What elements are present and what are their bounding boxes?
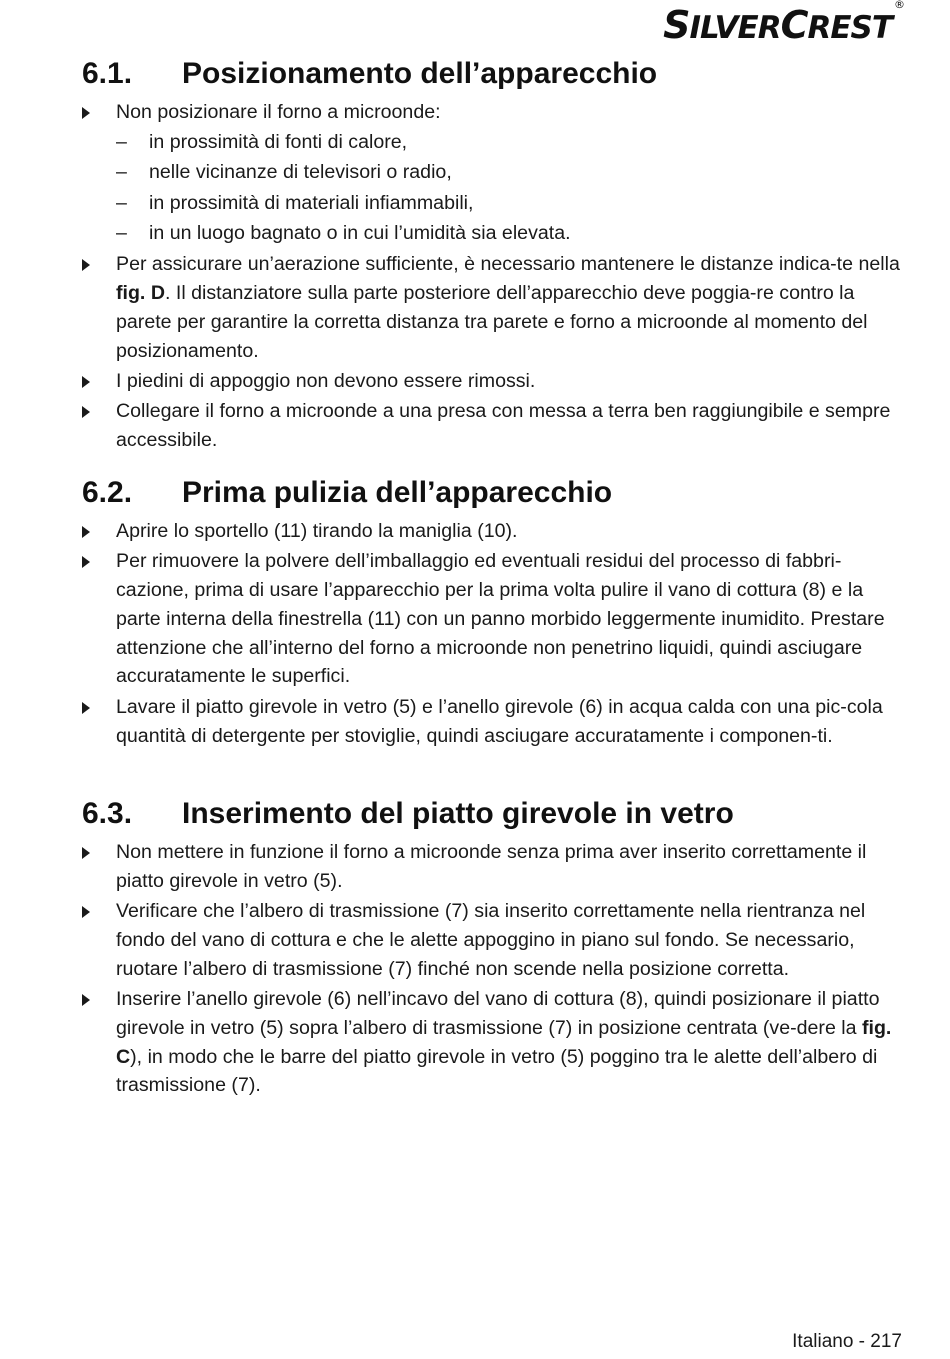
- section-number: 6.1.: [82, 57, 133, 90]
- sub-list-item: [116, 188, 900, 219]
- section-heading: [82, 796, 900, 832]
- list-item: [82, 985, 900, 1100]
- sub-item-text: in prossimità di fonti di calore,: [149, 130, 408, 153]
- section-number: 6.2.: [82, 476, 133, 509]
- list-item: [82, 397, 900, 455]
- dash-icon: –: [116, 191, 127, 214]
- list-item: [82, 250, 900, 365]
- page-footer: Italiano - 217: [792, 1331, 902, 1352]
- triangle-bullet-icon: [82, 847, 90, 859]
- figure-reference: fig. D: [116, 282, 165, 305]
- logo-part2-rest: REST: [807, 10, 892, 46]
- logo-part1-initial: S: [663, 3, 690, 47]
- section-6-2: [82, 475, 900, 752]
- item-text-continued: . Il distanziatore sulla parte posteriore dell’apparecchio deve poggia-re contro la parete per garantire la corretta distanza tra parete e forno a microonde al momento del posizionamento.: [116, 282, 868, 362]
- dash-icon: –: [116, 161, 127, 184]
- triangle-bullet-icon: [82, 702, 90, 714]
- logo-part2-initial: C: [780, 3, 808, 47]
- list-item: [82, 838, 900, 896]
- item-text: Inserire l’anello girevole (6) nell’incavo del vano di cottura (8), quindi posizionare il piatto girevole in vetro (5) sopra l’albero di trasmissione (7) in posizione centrata (ve-dere la: [116, 987, 880, 1039]
- sub-item-text: in prossimità di materiali infiammabili,: [149, 191, 474, 214]
- triangle-bullet-icon: [82, 994, 90, 1006]
- section-title: Posizionamento dell’apparecchio: [182, 57, 658, 90]
- item-text: I piedini di appoggio non devono essere rimossi.: [116, 369, 536, 392]
- triangle-bullet-icon: [82, 376, 90, 388]
- item-text: Verificare che l’albero di trasmissione (7) sia inserito correttamente nella rientranza nel fondo del vano di cottura e che le alette appoggino in piano sul fondo. Se necessario, ruotare l’albero di trasmissione (7) finché non scende nella posizione corretta.: [116, 900, 866, 980]
- triangle-bullet-icon: [82, 526, 90, 538]
- item-text: Non mettere in funzione il forno a microonde senza prima aver inserito correttamente il piatto girevole in vetro (5).: [116, 841, 867, 892]
- item-text-continued: ), in modo che le barre del piatto girevole in vetro (5) poggino tra le alette dell’albero di trasmissione (7).: [116, 1045, 878, 1097]
- section-heading: [82, 475, 900, 511]
- silvercrest-logo: [663, 0, 904, 47]
- item-text: Collegare il forno a microonde a una presa con messa a terra ben raggiungibile e sempre accessibile.: [116, 400, 891, 452]
- list-item: [82, 98, 900, 249]
- instruction-list: [82, 517, 900, 750]
- item-text: Non posizionare il forno a microonde:: [116, 101, 441, 123]
- list-item: [82, 367, 900, 396]
- registered-mark: ®: [894, 0, 904, 12]
- item-text: Lavare il piatto girevole in vetro (5) e l’anello girevole (6) in acqua calda con una pic-cola quantità di detergente per stoviglie, quindi asciugare accuratamente i componen-ti.: [116, 695, 883, 747]
- sub-list-item: [116, 218, 900, 249]
- list-item: [82, 547, 900, 691]
- list-item: [82, 897, 900, 983]
- triangle-bullet-icon: [82, 259, 90, 271]
- triangle-bullet-icon: [82, 906, 90, 918]
- section-title: Inserimento del piatto girevole in vetro: [182, 797, 734, 830]
- triangle-bullet-icon: [82, 107, 90, 119]
- logo-part1-rest: ILVER: [689, 10, 781, 46]
- dash-icon: –: [116, 222, 127, 245]
- item-text: Per assicurare un’aerazione sufficiente, è necessario mantenere le distanze indica-te nella: [116, 253, 900, 276]
- sub-list-item: [116, 127, 900, 158]
- section-6-3: [82, 796, 900, 1102]
- list-item: [82, 517, 900, 546]
- instruction-list: [82, 98, 900, 455]
- sub-list: [116, 127, 900, 249]
- instruction-list: [82, 838, 900, 1100]
- sub-list-item: [116, 157, 900, 188]
- triangle-bullet-icon: [82, 406, 90, 418]
- sub-item-text: nelle vicinanze di televisori o radio,: [149, 161, 452, 184]
- sub-item-text: in un luogo bagnato o in cui l’umidità sia elevata.: [149, 222, 571, 245]
- section-number: 6.3.: [82, 797, 133, 830]
- section-heading: [82, 56, 900, 92]
- dash-icon: –: [116, 130, 127, 153]
- section-6-1: [82, 56, 900, 456]
- section-title: Prima pulizia dell’apparecchio: [182, 476, 613, 509]
- triangle-bullet-icon: [82, 556, 90, 568]
- list-item: [82, 693, 900, 751]
- item-text: Aprire lo sportello (11) tirando la maniglia (10).: [116, 520, 518, 542]
- item-text: Per rimuovere la polvere dell’imballaggio ed eventuali residui del processo di fabbri-cazione, prima di usare l’apparecchio per la prima volta pulire il vano di cottura (8) e la parte interna della finestrella (11) con un panno morbido leggermente inumidito. Prestare attenzione che all’interno del forno a microonde non penetrino liquidi, quindi asciugare accuratamente le superfici.: [116, 550, 885, 688]
- figure-reference: fig. C: [116, 1016, 892, 1068]
